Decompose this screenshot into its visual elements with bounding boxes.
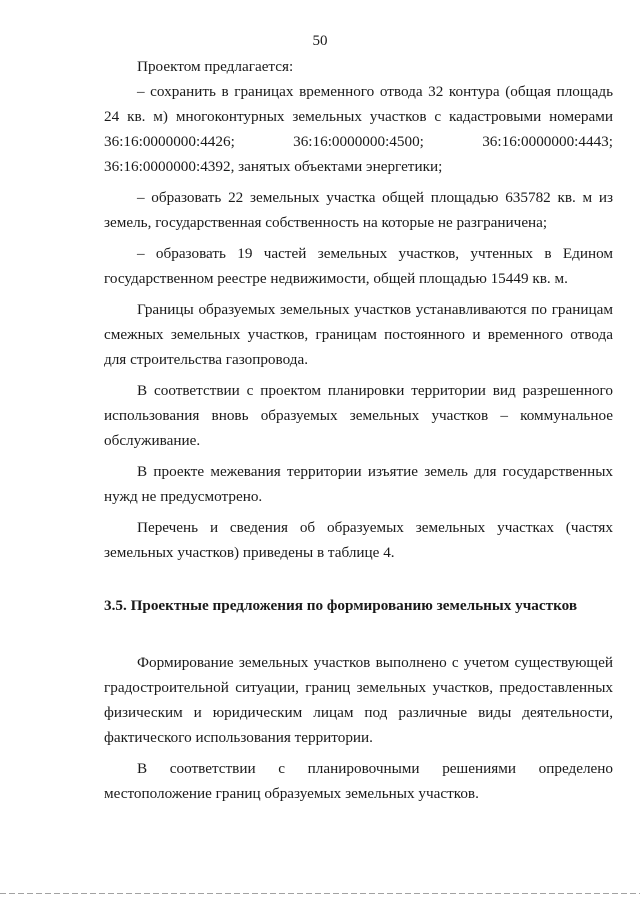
document-body (104, 54, 613, 806)
proposal-item-1 (104, 79, 613, 179)
paragraph-table-reference: Перечень и сведения об образуемых земельных участках (частях земельных участков) приведены в таблице 4. (104, 519, 613, 561)
intro-line: Проектом предлагается: (137, 58, 294, 75)
cadastral-number: 36:16:0000000:4426; (104, 133, 235, 150)
cadastral-number: 36:16:0000000:4500; (293, 133, 424, 150)
item1-line1: – сохранить в границах временного отвода 32 контура (общая площадь (137, 83, 613, 100)
paragraph-permitted-use: В соответствии с проектом планировки территории вид разрешенного использования вновь образуемых земельных участков – коммунальное обслуживание. (104, 382, 613, 449)
proposal-item-2: – образовать 22 земельных участка общей площадью 635782 кв. м из земель, государственная собственность на которые не разграничена; (104, 189, 613, 231)
cadastral-number: 36:16:0000000:4443; (482, 133, 613, 150)
page-bottom-edge (0, 893, 640, 894)
item1-line4: 36:16:0000000:4392, занятых объектами энергетики; (104, 158, 443, 175)
paragraph-land-seizure: В проекте межевания территории изъятие земель для государственных нужд не предусмотрено. (104, 463, 613, 505)
cadastral-numbers-row (104, 129, 613, 154)
section-heading: 3.5. Проектные предложения по формированию земельных участков (104, 597, 578, 614)
paragraph-formation: Формирование земельных участков выполнено с учетом существующей градостроительной ситуации, границ земельных участков, предоставленных физическим и юридическим лицам под различные виды деятельности, фактического использования территории. (104, 654, 613, 746)
item1-line2: 24 кв. м) многоконтурных земельных участков с кадастровыми номерами (104, 108, 613, 125)
proposal-item-3: – образовать 19 частей земельных участков, учтенных в Едином государственном реестре недвижимости, общей площадью 15449 кв. м. (104, 245, 613, 287)
paragraph-boundaries: Границы образуемых земельных участков устанавливаются по границам смежных земельных участков, границам постоянного и временного отвода для строительства газопровода. (104, 301, 613, 368)
paragraph-location: В соответствии с планировочными решениями определено местоположение границ образуемых земельных участков. (104, 760, 613, 802)
page-number: 50 (312, 33, 328, 49)
